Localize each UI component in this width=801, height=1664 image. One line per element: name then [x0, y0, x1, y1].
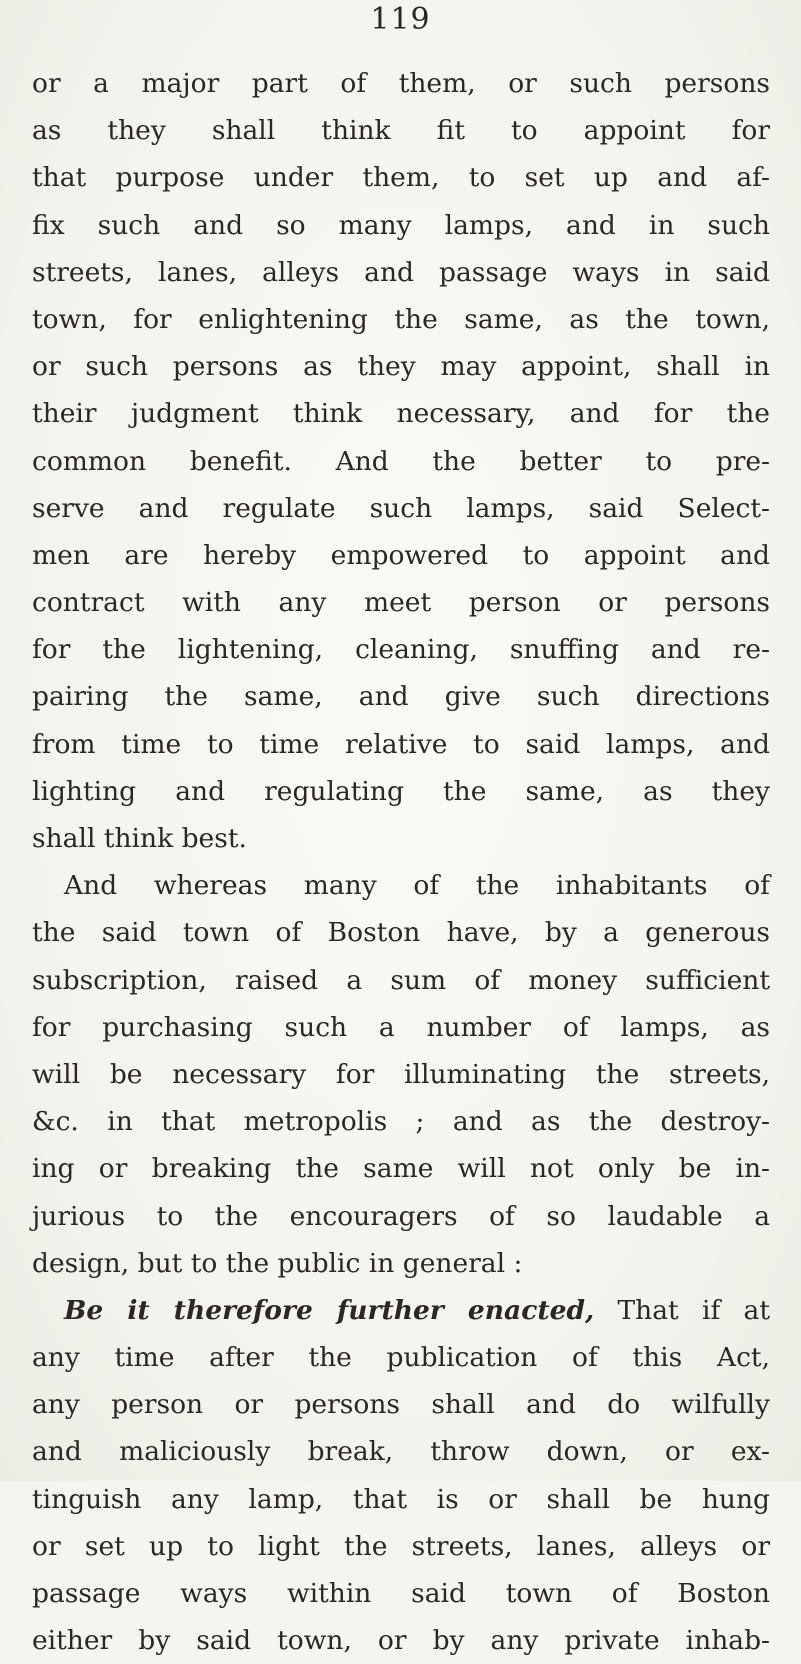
text-line: jurious to the encouragers of so laudable a	[32, 1200, 770, 1232]
text-line: for the lightening, cleaning, snuffing and re-	[32, 634, 770, 666]
text-line: for purchasing such a number of lamps, as	[32, 1011, 770, 1043]
text-line: their judgment think necessary, and for the	[32, 398, 770, 430]
text-line: tinguish any lamp, that is or shall be hung	[32, 1483, 770, 1515]
body-text	[32, 60, 770, 1664]
text-line: will be necessary for illuminating the streets,	[32, 1058, 770, 1090]
text-line: from time to time relative to said lamps, and	[32, 728, 770, 760]
enacting-line	[32, 1287, 770, 1334]
page-number: 119	[370, 2, 431, 37]
text-line: fix such and so many lamps, and in such	[32, 209, 770, 241]
text-line: or a major part of them, or such persons	[32, 68, 770, 99]
enacting-line-text: That if at	[617, 1294, 770, 1326]
text-line: as they shall think fit to appoint for	[32, 115, 770, 147]
text-line: any time after the publication of this Act,	[32, 1342, 770, 1374]
text-line: contract with any meet person or persons	[32, 587, 770, 619]
text-line: streets, lanes, alleys and passage ways in said	[32, 256, 770, 288]
paragraph-start-line: And whereas many of the inhabitants of	[64, 870, 770, 902]
text-line: that purpose under them, to set up and af-	[32, 162, 770, 194]
text-line: &c. in that metropolis ; and as the destroy-	[32, 1106, 770, 1138]
text-line: men are hereby empowered to appoint and	[32, 539, 770, 571]
text-line: lighting and regulating the same, as they	[32, 775, 770, 807]
text-line: and maliciously break, throw down, or ex-	[32, 1436, 770, 1468]
text-line: passage ways within said town of Boston	[32, 1578, 770, 1609]
text-line: subscription, raised a sum of money sufficient	[32, 964, 770, 996]
text-line: or such persons as they may appoint, shall in	[32, 351, 770, 383]
enacting-clause: Be it therefore further enacted,	[64, 1294, 595, 1326]
text-line: serve and regulate such lamps, said Select-	[32, 492, 770, 524]
paragraph-end-line: design, but to the public in general :	[32, 1247, 523, 1279]
text-line: either by said town, or by any private inhab-	[32, 1625, 770, 1657]
text-line: town, for enlightening the same, as the town,	[32, 303, 770, 335]
text-line: common benefit. And the better to pre-	[32, 445, 770, 477]
text-line: or set up to light the streets, lanes, alleys or	[32, 1530, 770, 1562]
text-line: the said town of Boston have, by a generous	[32, 917, 770, 949]
paragraph-end-line: shall think best.	[32, 823, 247, 854]
text-line: ing or breaking the same will not only be in-	[32, 1153, 770, 1185]
text-line: any person or persons shall and do wilfully	[32, 1389, 770, 1421]
text-line: pairing the same, and give such directions	[32, 681, 770, 713]
